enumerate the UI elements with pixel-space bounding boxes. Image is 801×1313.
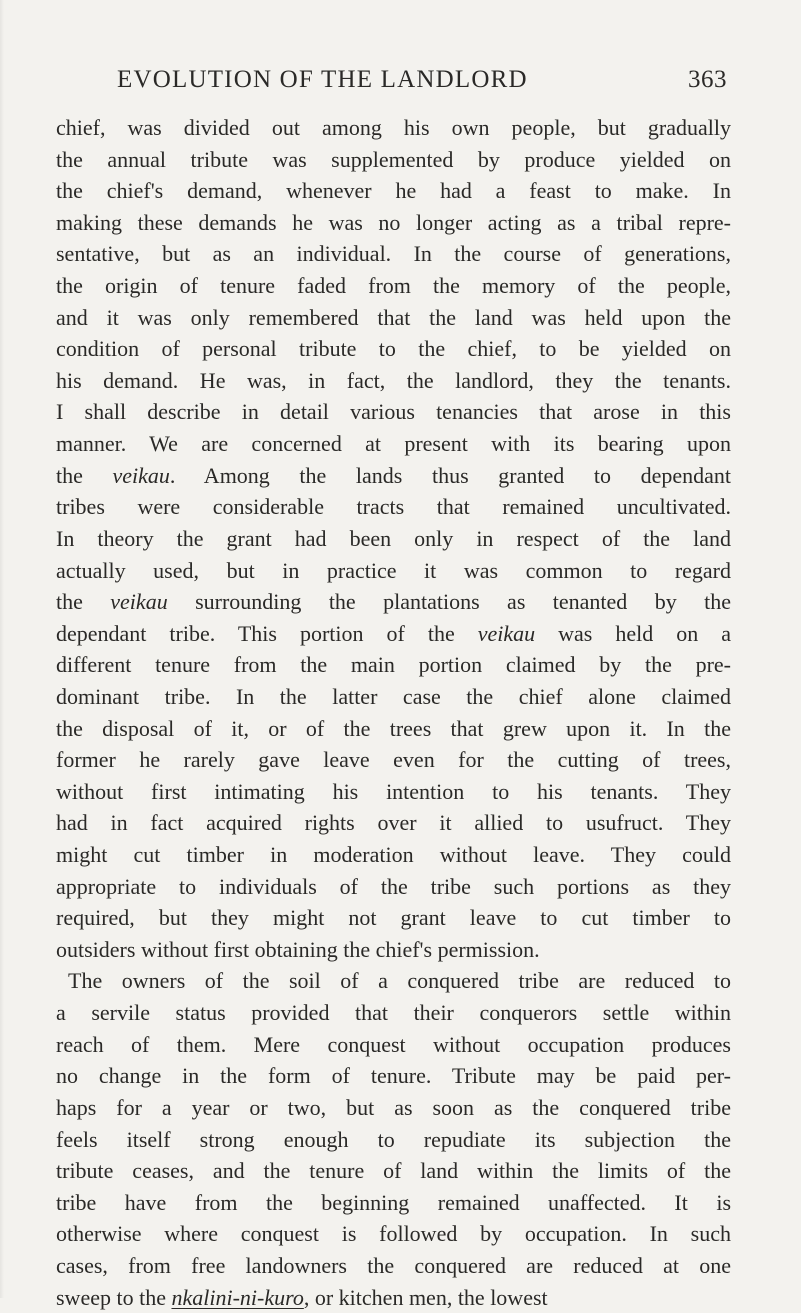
text-run: making these demands he was no longer acting as a tribal repre- — [56, 209, 731, 235]
text-run: actually used, but in practice it was common to regard — [56, 557, 731, 583]
text-run: had in fact acquired rights over it allied to usufruct. They — [56, 810, 731, 836]
text-run: condition of personal tribute to the chief, to be yielded on — [56, 336, 731, 362]
text-line — [56, 302, 731, 334]
text-line — [56, 1092, 731, 1124]
text-line — [56, 713, 731, 745]
text-run: required, but they might not grant leave to cut timber to — [56, 905, 731, 931]
text-run: a servile status provided that their conquerors settle within — [56, 1000, 731, 1026]
text-line — [56, 902, 731, 934]
text-line — [56, 428, 731, 460]
text-line — [56, 365, 731, 397]
text-line — [56, 839, 731, 871]
text-run: sweep to the — [56, 1284, 172, 1310]
italic-term: nkalini-ni-kuro — [171, 1284, 304, 1310]
text-line — [56, 1250, 731, 1282]
text-run: surrounding the plantations as tenanted by the — [167, 589, 731, 615]
text-run: appropriate to individuals of the tribe such portions as they — [56, 873, 731, 899]
text-line — [56, 934, 731, 966]
text-line — [56, 618, 731, 650]
text-line — [56, 1282, 731, 1313]
page-edge-shadow — [0, 0, 4, 1298]
text-line — [56, 460, 731, 492]
text-line — [56, 649, 731, 681]
text-line — [56, 1155, 731, 1187]
italic-term: veikau — [112, 462, 170, 488]
text-line — [56, 144, 731, 176]
text-line — [56, 1218, 731, 1250]
text-line — [56, 112, 731, 144]
text-line — [56, 586, 731, 618]
text-run: the — [56, 462, 113, 488]
text-line — [56, 807, 731, 839]
text-run: the chief's demand, whenever he had a feast to make. In — [56, 178, 731, 204]
text-line — [56, 871, 731, 903]
text-line — [56, 491, 731, 523]
text-line — [56, 238, 731, 270]
text-run: his demand. He was, in fact, the landlord, they the tenants. — [56, 367, 731, 393]
text-run: I shall describe in detail various tenancies that arose in this — [56, 399, 731, 425]
italic-term: veikau — [110, 589, 168, 615]
text-line — [56, 997, 731, 1029]
text-run: . Among the lands thus granted to dependant — [169, 462, 731, 488]
text-line — [56, 396, 731, 428]
text-run: the origin of tenure faded from the memory of the people, — [56, 273, 731, 299]
text-run: tribute ceases, and the tenure of land within the limits of the — [56, 1158, 731, 1184]
text-run: chief, was divided out among his own people, but gradually — [56, 115, 731, 140]
text-run: In theory the grant had been only in respect of the land — [56, 525, 731, 551]
text-run: no change in the form of tenure. Tribute may be paid per- — [56, 1063, 731, 1089]
text-run: dependant tribe. This portion of the — [56, 620, 478, 646]
text-line — [56, 207, 731, 239]
text-run: the — [56, 589, 111, 615]
text-run: different tenure from the main portion claimed by the pre- — [56, 652, 731, 678]
text-run: manner. We are concerned at present with its bearing upon — [56, 431, 731, 457]
text-run: cases, from free landowners the conquered are reduced at one — [56, 1252, 731, 1278]
text-line — [56, 965, 731, 997]
text-run: and it was only remembered that the land was held upon the — [56, 304, 731, 330]
text-line — [56, 523, 731, 555]
text-line — [56, 744, 731, 776]
text-run: dominant tribe. In the latter case the chief alone claimed — [56, 683, 731, 709]
text-line — [56, 175, 731, 207]
text-run: outsiders without first obtaining the chief's permission. — [56, 936, 540, 962]
text-line — [56, 681, 731, 713]
italic-term: veikau — [477, 620, 536, 646]
text-run: tribes were considerable tracts that remained uncultivated. — [56, 494, 731, 520]
text-line — [56, 1029, 731, 1061]
text-run: otherwise where conquest is followed by occupation. In such — [56, 1221, 731, 1247]
text-line — [56, 333, 731, 365]
text-run: feels itself strong enough to repudiate its subjection the — [56, 1126, 731, 1152]
text-run: might cut timber in moderation without leave. They could — [56, 842, 731, 868]
text-run: the disposal of it, or of the trees that grew upon it. In the — [56, 715, 731, 741]
text-run: reach of them. Mere conquest without occupation produces — [56, 1031, 731, 1057]
text-line — [56, 1124, 731, 1156]
text-line — [56, 270, 731, 302]
text-run: without first intimating his intention to his tenants. They — [56, 778, 731, 804]
text-run: The owners of the soil of a conquered tribe are reduced to — [68, 968, 731, 994]
text-run: sentative, but as an individual. In the course of generations, — [56, 241, 731, 267]
running-head-title: EVOLUTION OF THE LANDLORD — [117, 66, 528, 93]
text-run: , or kitchen men, the lowest — [303, 1284, 548, 1310]
body-text — [56, 112, 731, 1313]
text-run: haps for a year or two, but as soon as the conquered tribe — [56, 1094, 731, 1120]
text-line — [56, 776, 731, 808]
page-number: 363 — [688, 66, 727, 93]
text-line — [56, 1187, 731, 1219]
text-run: tribe have from the beginning remained unaffected. It is — [56, 1189, 731, 1215]
text-run: the annual tribute was supplemented by produce yielded on — [56, 146, 731, 172]
text-line — [56, 555, 731, 587]
text-run: was held on a — [535, 620, 731, 646]
running-head — [117, 66, 727, 98]
text-line — [56, 1060, 731, 1092]
text-run: former he rarely gave leave even for the cutting of trees, — [56, 747, 731, 773]
